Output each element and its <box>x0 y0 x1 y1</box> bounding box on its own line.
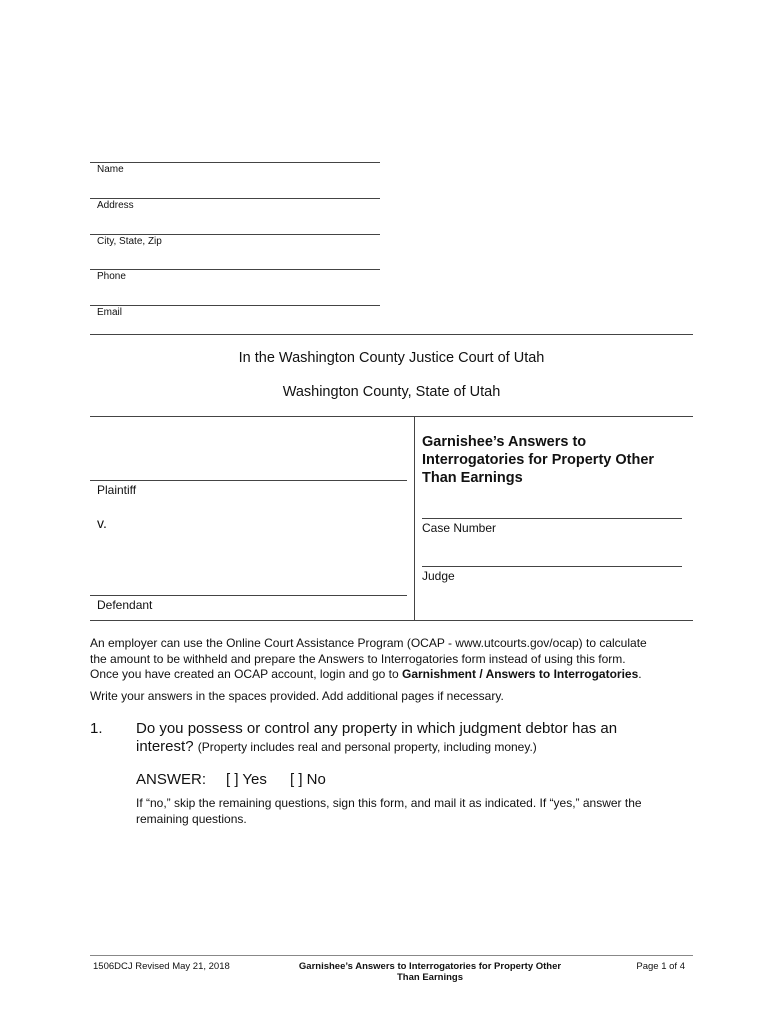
intro-line-2: the amount to be withheld and prepare the Answers to Interrogatories form instead of using this form. <box>90 651 626 666</box>
question-1-number: 1. <box>90 720 103 737</box>
case-number-label: Case Number <box>422 521 497 535</box>
footer-divider <box>90 955 693 956</box>
city-state-zip-line[interactable] <box>90 234 380 235</box>
header-divider-top <box>90 334 693 335</box>
footer-title-line-2: Than Earnings <box>397 972 463 983</box>
judge-line[interactable] <box>422 566 682 567</box>
question-1-instruction-line-1: If “no,” skip the remaining questions, sign this form, and mail it as indicated. If “yes,” answer the <box>136 796 642 810</box>
plaintiff-line[interactable] <box>90 480 407 481</box>
footer-title <box>270 961 590 983</box>
email-line[interactable] <box>90 305 380 306</box>
answer-label: ANSWER: <box>136 771 207 788</box>
caption-divider-top <box>90 416 693 417</box>
caption-vertical-divider <box>414 416 415 620</box>
name-line[interactable] <box>90 162 380 163</box>
answer-yes-option[interactable]: [ ] Yes <box>226 771 267 788</box>
question-1-text-line-2 <box>136 738 537 755</box>
question-1-note: (Property includes real and personal property, including money.) <box>197 740 537 754</box>
city-state-zip-label: City, State, Zip <box>97 236 162 247</box>
name-label: Name <box>97 164 124 175</box>
plaintiff-label: Plaintiff <box>97 483 137 497</box>
caption-divider-bottom <box>90 620 693 621</box>
intro-paragraph <box>90 636 690 683</box>
answer-no-option[interactable]: [ ] No <box>290 771 326 788</box>
defendant-line[interactable] <box>90 595 407 596</box>
intro-line-1: An employer can use the Online Court Assistance Program (OCAP - www.utcourts.gov/ocap) to calculate <box>90 636 647 650</box>
garnishment-link-text: Garnishment <box>401 667 476 681</box>
intro-line-3-suffix: . <box>638 667 642 681</box>
defendant-label: Defendant <box>97 598 153 612</box>
form-title <box>422 433 682 487</box>
instructions-text: Write your answers in the spaces provided. Add additional pages if necessary. <box>90 689 504 703</box>
path-separator: / <box>476 667 486 681</box>
question-1-text-line-1: Do you possess or control any property in which judgment debtor has an <box>136 720 618 737</box>
case-number-line[interactable] <box>422 518 682 519</box>
form-title-line-3: Than Earnings <box>422 470 523 486</box>
question-1-instructions <box>136 796 696 827</box>
form-title-line-2: Interrogatories for Property Other <box>422 452 655 468</box>
form-title-line-1: Garnishee’s Answers to <box>422 434 587 450</box>
email-label: Email <box>97 307 123 318</box>
address-line[interactable] <box>90 198 380 199</box>
question-1-instruction-line-2: remaining questions. <box>136 811 247 826</box>
phone-label: Phone <box>97 271 126 282</box>
address-label: Address <box>97 200 134 211</box>
footer-page-number: Page 1 of 4 <box>636 961 685 972</box>
footer-title-line-1: Garnishee’s Answers to Interrogatories for Property Other <box>298 961 562 972</box>
footer-form-id: 1506DCJ Revised May 21, 2018 <box>93 961 230 972</box>
versus-label: v. <box>97 515 107 531</box>
judge-label: Judge <box>422 569 455 583</box>
court-county: Washington County, State of Utah <box>282 384 501 400</box>
court-name: In the Washington County Justice Court of Utah <box>238 350 545 366</box>
answers-to-interrogatories-link-text: Answers to Interrogatories <box>485 667 639 681</box>
question-1-interest: interest? <box>136 738 194 755</box>
intro-line-3 <box>90 667 690 683</box>
phone-line[interactable] <box>90 269 380 270</box>
intro-line-3-prefix: Once you have created an OCAP account, login and go to <box>90 667 402 681</box>
